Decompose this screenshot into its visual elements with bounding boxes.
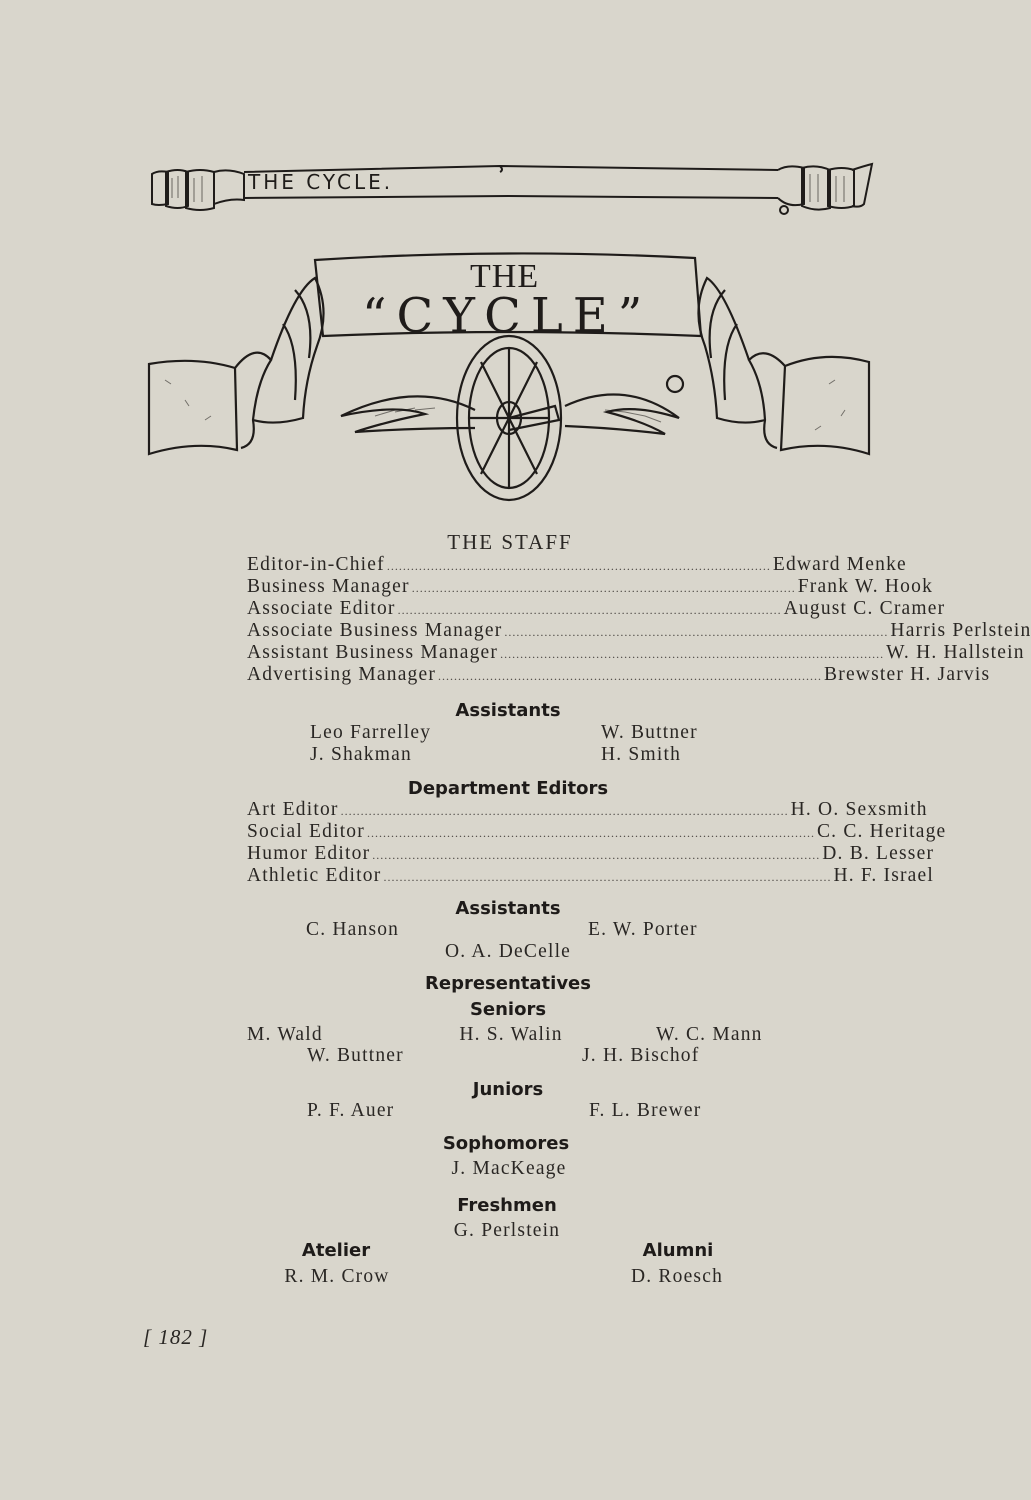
department-assistant-name: O. A. DeCelle bbox=[444, 941, 572, 962]
department-row: Humor Editor ................................................................................................................ D. B. Lesser bbox=[247, 843, 935, 864]
junior-name: F. L. Brewer bbox=[589, 1100, 702, 1121]
staff-role: Advertising Manager bbox=[247, 664, 437, 685]
department-row: Social Editor ................................................................................................................ C. C. Heritage bbox=[247, 821, 947, 842]
department-row: Athletic Editor ................................................................................................................ H. F. Israel bbox=[247, 865, 935, 886]
staff-row: Advertising Manager ................................................................................................ Brewster H. Jarvis bbox=[247, 664, 991, 685]
freshmen-heading: Freshmen bbox=[457, 1195, 557, 1216]
department-name: H. O. Sexsmith bbox=[790, 799, 928, 820]
department-assistant-name: E. W. Porter bbox=[588, 919, 698, 940]
staff-name: Edward Menke bbox=[772, 554, 907, 575]
senior-name: J. H. Bischof bbox=[582, 1045, 700, 1066]
staff-row: Editor-in-Chief ................................................................................................ Edward Menke bbox=[247, 554, 907, 575]
department-name: H. F. Israel bbox=[833, 865, 935, 886]
juniors-heading: Juniors bbox=[472, 1079, 544, 1100]
department-role: Social Editor bbox=[247, 821, 365, 842]
department-name: C. C. Heritage bbox=[816, 821, 947, 842]
staff-row: Business Manager ................................................................................................ Frank W. Hook bbox=[247, 576, 934, 597]
staff-role: Associate Editor bbox=[247, 598, 396, 619]
staff-assistant-name: W. Buttner bbox=[601, 722, 698, 743]
department-role: Art Editor bbox=[247, 799, 339, 820]
department-assistants-heading: Assistants bbox=[455, 898, 561, 919]
atelier-name: R. M. Crow bbox=[284, 1266, 390, 1287]
staff-assistant-name: H. Smith bbox=[601, 744, 682, 765]
senior-name: M. Wald bbox=[247, 1024, 323, 1045]
staff-name: Frank W. Hook bbox=[797, 576, 934, 597]
staff-role: Associate Business Manager bbox=[247, 620, 503, 641]
sophomores-heading: Sophomores bbox=[442, 1133, 570, 1154]
department-row: Art Editor ................................................................................................................ H. O. Sexsmith bbox=[247, 799, 928, 820]
department-name: D. B. Lesser bbox=[822, 843, 935, 864]
freshman-name: G. Perlstein bbox=[453, 1220, 561, 1241]
atelier-heading: Atelier bbox=[301, 1240, 371, 1261]
senior-name: W. Buttner bbox=[307, 1045, 404, 1066]
staff-assistants-heading: Assistants bbox=[455, 700, 561, 721]
staff-row: Associate Business Manager ................................................................................................ Harris Perlstein bbox=[247, 620, 1031, 641]
senior-name: W. C. Mann bbox=[656, 1024, 763, 1045]
staff-role: Assistant Business Manager bbox=[247, 642, 499, 663]
junior-name: P. F. Auer bbox=[307, 1100, 395, 1121]
staff-row: Assistant Business Manager ................................................................................................ W. H. Hallstein bbox=[247, 642, 1025, 663]
department-assistant-name: C. Hanson bbox=[306, 919, 400, 940]
senior-name: H. S. Walin bbox=[459, 1024, 563, 1045]
alumni-name: D. Roesch bbox=[630, 1266, 724, 1287]
emblem-the-text: THE bbox=[470, 258, 540, 295]
department-role: Athletic Editor bbox=[247, 865, 382, 886]
staff-name: W. H. Hallstein bbox=[886, 642, 1025, 663]
staff-heading: THE STAFF bbox=[447, 530, 573, 554]
staff-assistant-name: J. Shakman bbox=[310, 744, 412, 765]
staff-name: Brewster H. Jarvis bbox=[824, 664, 991, 685]
staff-role: Business Manager bbox=[247, 576, 410, 597]
running-header-title: THE CYCLE. bbox=[248, 170, 394, 194]
seniors-heading: Seniors bbox=[469, 999, 547, 1020]
staff-row: Associate Editor ................................................................................................ August C. Cramer bbox=[247, 598, 946, 619]
staff-role: Editor-in-Chief bbox=[247, 554, 385, 575]
staff-name: Harris Perlstein bbox=[890, 620, 1031, 641]
page-number: [ 182 ] bbox=[143, 1325, 209, 1349]
staff-assistant-name: Leo Farrelley bbox=[310, 722, 432, 743]
department-heading: Department Editors bbox=[407, 778, 609, 799]
staff-name: August C. Cramer bbox=[783, 598, 946, 619]
department-role: Humor Editor bbox=[247, 843, 371, 864]
representatives-heading: Representatives bbox=[425, 973, 591, 994]
sophomore-name: J. MacKeage bbox=[451, 1158, 567, 1179]
emblem-cycle-text: “CYCLE” bbox=[362, 288, 653, 344]
alumni-heading: Alumni bbox=[642, 1240, 714, 1261]
